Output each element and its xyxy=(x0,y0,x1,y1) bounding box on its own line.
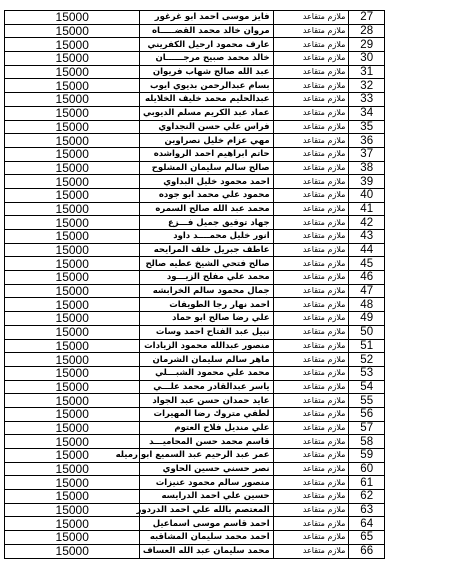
name-cell: المعتصم بالله علي احمد الدردور xyxy=(140,503,273,517)
row-number-cell: 41 xyxy=(349,202,385,216)
amount-cell: 15000 xyxy=(5,517,140,531)
name-cell: حسين علي احمد الدرايسه xyxy=(140,490,273,504)
name-cell: محمد سليمان عبد الله العساف xyxy=(140,544,273,558)
amount-cell: 15000 xyxy=(5,257,140,271)
rank-cell: ملازم متقاعد xyxy=(273,462,349,476)
table-row xyxy=(5,216,385,230)
rank-cell: ملازم متقاعد xyxy=(273,216,349,230)
table-row xyxy=(5,476,385,490)
row-number-cell: 59 xyxy=(349,449,385,463)
table-row xyxy=(5,312,385,326)
name-cell: محمود علي محمد ابو جوده xyxy=(140,188,273,202)
name-cell: عمر عبد الرحيم عبد السميع ابو رميله xyxy=(140,449,273,463)
table-row xyxy=(5,503,385,517)
row-number-cell: 42 xyxy=(349,216,385,230)
table-row xyxy=(5,11,385,25)
table-row xyxy=(5,421,385,435)
row-number-cell: 32 xyxy=(349,79,385,93)
rank-cell: ملازم متقاعد xyxy=(273,380,349,394)
amount-cell: 15000 xyxy=(5,24,140,38)
row-number-cell: 40 xyxy=(349,188,385,202)
name-cell: فراس علي حسن النجداوي xyxy=(140,120,273,134)
rank-cell: ملازم متقاعد xyxy=(273,394,349,408)
name-cell: قاسم محمد حسن المحاميـــد xyxy=(140,435,273,449)
amount-cell: 15000 xyxy=(5,325,140,339)
row-number-cell: 36 xyxy=(349,134,385,148)
table-row xyxy=(5,175,385,189)
table-row xyxy=(5,407,385,421)
row-number-cell: 30 xyxy=(349,52,385,66)
amount-cell: 15000 xyxy=(5,503,140,517)
name-cell: محمد علي مفلح الزيـــود xyxy=(140,271,273,285)
row-number-cell: 46 xyxy=(349,271,385,285)
rank-cell: ملازم متقاعد xyxy=(273,353,349,367)
name-cell: صالح سالم سليمان المشلوح xyxy=(140,161,273,175)
amount-cell: 15000 xyxy=(5,380,140,394)
row-number-cell: 56 xyxy=(349,407,385,421)
row-number-cell: 52 xyxy=(349,353,385,367)
name-cell: احمد محمد سليمان المشاقبه xyxy=(140,531,273,545)
table-row xyxy=(5,38,385,52)
table-row xyxy=(5,325,385,339)
row-number-cell: 54 xyxy=(349,380,385,394)
row-number-cell: 63 xyxy=(349,503,385,517)
amount-cell: 15000 xyxy=(5,243,140,257)
table-row xyxy=(5,298,385,312)
name-cell: محمد علي محمود الشبـــلي xyxy=(140,366,273,380)
rank-cell: ملازم متقاعد xyxy=(273,65,349,79)
rank-cell: ملازم متقاعد xyxy=(273,11,349,25)
rank-cell: ملازم متقاعد xyxy=(273,435,349,449)
amount-cell: 15000 xyxy=(5,284,140,298)
amount-cell: 15000 xyxy=(5,11,140,25)
table-row xyxy=(5,366,385,380)
name-cell: عايد حمدان حسن عبد الجواد xyxy=(140,394,273,408)
row-number-cell: 47 xyxy=(349,284,385,298)
rank-cell: ملازم متقاعد xyxy=(273,298,349,312)
amount-cell: 15000 xyxy=(5,394,140,408)
rank-cell: ملازم متقاعد xyxy=(273,79,349,93)
name-cell: عبدالحليم محمد خليف الخلايله xyxy=(140,93,273,107)
row-number-cell: 61 xyxy=(349,476,385,490)
amount-cell: 15000 xyxy=(5,134,140,148)
table-row xyxy=(5,517,385,531)
rank-cell: ملازم متقاعد xyxy=(273,421,349,435)
rank-cell: ملازم متقاعد xyxy=(273,531,349,545)
name-cell: عارف محمود ارحيل الكفريني xyxy=(140,38,273,52)
table-row xyxy=(5,380,385,394)
rank-cell: ملازم متقاعد xyxy=(273,243,349,257)
rank-cell: ملازم متقاعد xyxy=(273,449,349,463)
table-row xyxy=(5,147,385,161)
amount-cell: 15000 xyxy=(5,353,140,367)
row-number-cell: 29 xyxy=(349,38,385,52)
amount-cell: 15000 xyxy=(5,407,140,421)
row-number-cell: 62 xyxy=(349,490,385,504)
rank-cell: ملازم متقاعد xyxy=(273,517,349,531)
row-number-cell: 33 xyxy=(349,93,385,107)
rank-cell: ملازم متقاعد xyxy=(273,147,349,161)
amount-cell: 15000 xyxy=(5,421,140,435)
rank-cell: ملازم متقاعد xyxy=(273,476,349,490)
table-row xyxy=(5,353,385,367)
table-row xyxy=(5,449,385,463)
row-number-cell: 64 xyxy=(349,517,385,531)
name-cell: ياسر عبدالقادر محمد علـــي xyxy=(140,380,273,394)
row-number-cell: 34 xyxy=(349,106,385,120)
table-row xyxy=(5,230,385,244)
amount-cell: 15000 xyxy=(5,161,140,175)
amount-cell: 15000 xyxy=(5,216,140,230)
row-number-cell: 27 xyxy=(349,11,385,25)
rank-cell: ملازم متقاعد xyxy=(273,202,349,216)
amount-cell: 15000 xyxy=(5,202,140,216)
rank-cell: ملازم متقاعد xyxy=(273,339,349,353)
row-number-cell: 28 xyxy=(349,24,385,38)
amount-cell: 15000 xyxy=(5,531,140,545)
rank-cell: ملازم متقاعد xyxy=(273,366,349,380)
amount-cell: 15000 xyxy=(5,298,140,312)
amount-cell: 15000 xyxy=(5,366,140,380)
amount-cell: 15000 xyxy=(5,230,140,244)
table-row xyxy=(5,202,385,216)
name-cell: علي رضا صالح ابو حماد xyxy=(140,312,273,326)
row-number-cell: 60 xyxy=(349,462,385,476)
amount-cell: 15000 xyxy=(5,544,140,558)
rank-cell: ملازم متقاعد xyxy=(273,120,349,134)
name-cell: احمد محمود خليل البداوي xyxy=(140,175,273,189)
rank-cell: ملازم متقاعد xyxy=(273,24,349,38)
row-number-cell: 57 xyxy=(349,421,385,435)
amount-cell: 15000 xyxy=(5,476,140,490)
table-row xyxy=(5,271,385,285)
name-cell: صالح فتحي الشيخ عطيه صالح xyxy=(140,257,273,271)
table-row xyxy=(5,544,385,558)
row-number-cell: 48 xyxy=(349,298,385,312)
row-number-cell: 44 xyxy=(349,243,385,257)
rank-cell: ملازم متقاعد xyxy=(273,175,349,189)
rank-cell: ملازم متقاعد xyxy=(273,188,349,202)
rank-cell: ملازم متقاعد xyxy=(273,407,349,421)
row-number-cell: 58 xyxy=(349,435,385,449)
rank-cell: ملازم متقاعد xyxy=(273,284,349,298)
amount-cell: 15000 xyxy=(5,435,140,449)
name-cell: حاتم ابراهيم احمد الرواشده xyxy=(140,147,273,161)
name-cell: محمد عبد الله صالح السمره xyxy=(140,202,273,216)
table-row xyxy=(5,284,385,298)
table-row xyxy=(5,531,385,545)
table-row xyxy=(5,462,385,476)
amount-cell: 15000 xyxy=(5,339,140,353)
amount-cell: 15000 xyxy=(5,147,140,161)
table-row xyxy=(5,52,385,66)
table-row xyxy=(5,188,385,202)
table-row xyxy=(5,243,385,257)
rank-cell: ملازم متقاعد xyxy=(273,106,349,120)
name-cell: مروان خالد محمد القضـــــاه xyxy=(140,24,273,38)
rank-cell: ملازم متقاعد xyxy=(273,312,349,326)
amount-cell: 15000 xyxy=(5,52,140,66)
name-cell: علي منديل فلاح العتوم xyxy=(140,421,273,435)
rank-cell: ملازم متقاعد xyxy=(273,490,349,504)
name-cell: احمد نهار رجا الطويفات xyxy=(140,298,273,312)
name-cell: انور خليل محمــــد داود xyxy=(140,230,273,244)
table-row xyxy=(5,134,385,148)
name-cell: مهي عزام خليل نصراوين xyxy=(140,134,273,148)
row-number-cell: 43 xyxy=(349,230,385,244)
name-cell: عاطف جبريل خلف المرايحه xyxy=(140,243,273,257)
row-number-cell: 53 xyxy=(349,366,385,380)
amount-cell: 15000 xyxy=(5,106,140,120)
name-cell: جمال محمود سالم الخرابشه xyxy=(140,284,273,298)
amount-cell: 15000 xyxy=(5,175,140,189)
rank-cell: ملازم متقاعد xyxy=(273,134,349,148)
rank-cell: ملازم متقاعد xyxy=(273,325,349,339)
row-number-cell: 49 xyxy=(349,312,385,326)
row-number-cell: 37 xyxy=(349,147,385,161)
row-number-cell: 39 xyxy=(349,175,385,189)
rank-cell: ملازم متقاعد xyxy=(273,38,349,52)
name-cell: عماد عبد الكريم مسلم الديوبي xyxy=(140,106,273,120)
rank-cell: ملازم متقاعد xyxy=(273,257,349,271)
table-row xyxy=(5,435,385,449)
name-cell: منصور عبدالله محمود الزيادات xyxy=(140,339,273,353)
row-number-cell: 38 xyxy=(349,161,385,175)
amount-cell: 15000 xyxy=(5,65,140,79)
rank-cell: ملازم متقاعد xyxy=(273,52,349,66)
rank-cell: ملازم متقاعد xyxy=(273,271,349,285)
amount-cell: 15000 xyxy=(5,462,140,476)
amount-cell: 15000 xyxy=(5,449,140,463)
name-cell: نصر حسني حسين الحاوي xyxy=(140,462,273,476)
table-row xyxy=(5,65,385,79)
name-cell: جهاد توفيق جميل فـــزع xyxy=(140,216,273,230)
row-number-cell: 45 xyxy=(349,257,385,271)
name-cell: لطفي متروك رضا المهيرات xyxy=(140,407,273,421)
amount-cell: 15000 xyxy=(5,79,140,93)
rank-cell: ملازم متقاعد xyxy=(273,544,349,558)
amount-cell: 15000 xyxy=(5,120,140,134)
table-row xyxy=(5,490,385,504)
name-cell: فايز موسى احمد ابو غرغور xyxy=(140,11,273,25)
row-number-cell: 50 xyxy=(349,325,385,339)
table-row xyxy=(5,93,385,107)
table-row xyxy=(5,106,385,120)
retirees-table xyxy=(4,10,385,559)
name-cell: ماهر سالم سليمان الشرمان xyxy=(140,353,273,367)
table-row xyxy=(5,257,385,271)
rank-cell: ملازم متقاعد xyxy=(273,161,349,175)
amount-cell: 15000 xyxy=(5,271,140,285)
table-row xyxy=(5,161,385,175)
rank-cell: ملازم متقاعد xyxy=(273,93,349,107)
table-row xyxy=(5,120,385,134)
name-cell: عبد الله صالح شهاب فريوان xyxy=(140,65,273,79)
name-cell: منصور سالم محمود عنيزات xyxy=(140,476,273,490)
rank-cell: ملازم متقاعد xyxy=(273,503,349,517)
name-cell: خالد محمد صبيح مرجــــــان xyxy=(140,52,273,66)
row-number-cell: 35 xyxy=(349,120,385,134)
table-row xyxy=(5,339,385,353)
table-row xyxy=(5,24,385,38)
table-body xyxy=(5,11,385,559)
amount-cell: 15000 xyxy=(5,188,140,202)
table-row xyxy=(5,79,385,93)
amount-cell: 15000 xyxy=(5,490,140,504)
row-number-cell: 55 xyxy=(349,394,385,408)
amount-cell: 15000 xyxy=(5,93,140,107)
rank-cell: ملازم متقاعد xyxy=(273,230,349,244)
table-row xyxy=(5,394,385,408)
name-cell: احمد قاسم موسى اسماعيل xyxy=(140,517,273,531)
amount-cell: 15000 xyxy=(5,38,140,52)
name-cell: نبيل عبد الفتاح احمد وسات xyxy=(140,325,273,339)
row-number-cell: 51 xyxy=(349,339,385,353)
row-number-cell: 65 xyxy=(349,531,385,545)
row-number-cell: 31 xyxy=(349,65,385,79)
name-cell: بسام عبدالرحمن بديوي ايوب xyxy=(140,79,273,93)
amount-cell: 15000 xyxy=(5,312,140,326)
row-number-cell: 66 xyxy=(349,544,385,558)
